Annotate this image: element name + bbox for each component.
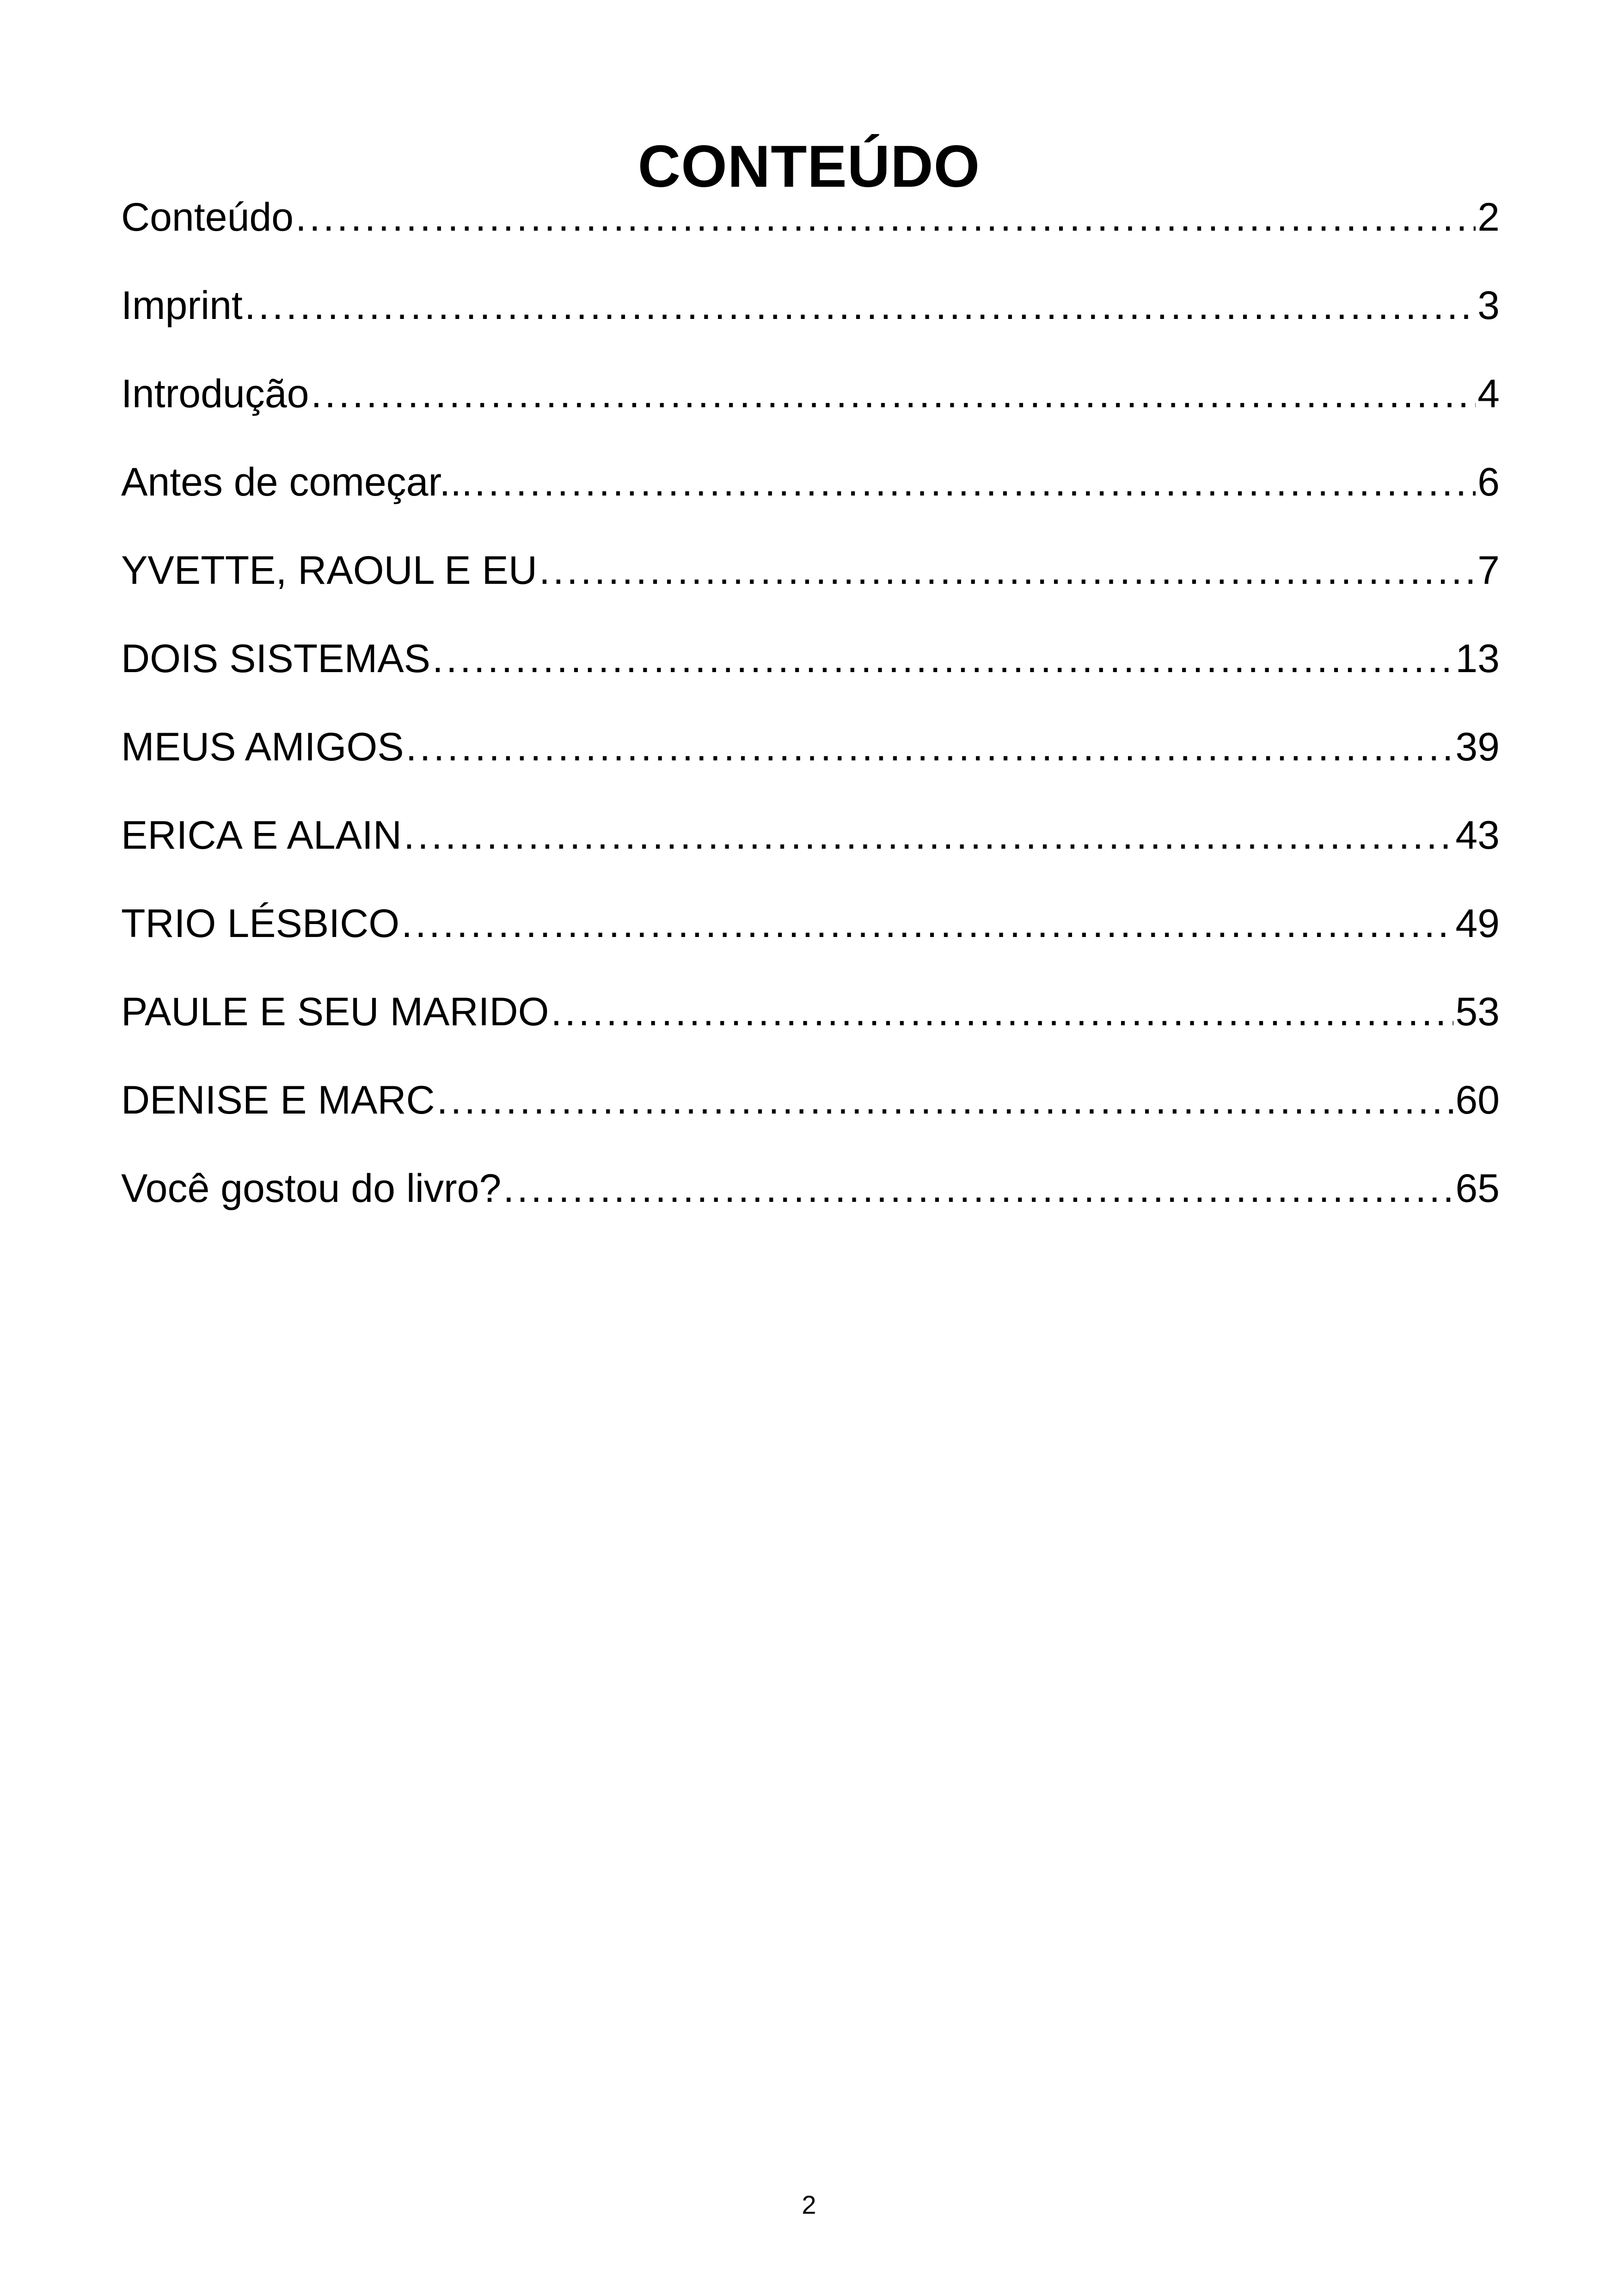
toc-entry[interactable] [121,538,1500,626]
toc-entry-label: TRIO LÉSBICO [121,901,400,946]
toc-dot-leader [437,1068,1454,1133]
toc-dot-leader [551,980,1454,1044]
toc-entry[interactable] [121,361,1500,450]
toc-entry[interactable] [121,450,1500,538]
toc-entry-label: Imprint [121,283,243,328]
toc-entry[interactable] [121,185,1500,273]
toc-dot-leader [406,715,1454,779]
toc-entry[interactable] [121,715,1500,803]
toc-entry-page: 65 [1455,1166,1500,1211]
toc-dot-leader [401,891,1453,956]
toc-entry-label: MEUS AMIGOS [121,725,404,769]
toc-entry-page: 43 [1455,813,1500,857]
toc-entry-page: 6 [1477,460,1500,504]
toc-dot-leader [432,626,1453,691]
toc-entry-page: 4 [1477,372,1500,416]
toc-entry-label: PAULE E SEU MARIDO [121,990,549,1034]
table-of-contents [121,185,1500,1244]
toc-entry[interactable] [121,626,1500,715]
toc-entry[interactable] [121,1068,1500,1156]
toc-entry-label: DOIS SISTEMAS [121,637,431,681]
toc-entry-label: ERICA E ALAIN [121,813,402,857]
toc-entry[interactable] [121,273,1500,361]
toc-entry-page: 49 [1455,901,1500,946]
toc-entry-page: 60 [1455,1078,1500,1122]
toc-dot-leader [311,361,1476,426]
toc-entry-label: DENISE E MARC [121,1078,435,1122]
toc-entry-page: 13 [1455,637,1500,681]
toc-entry[interactable] [121,980,1500,1068]
toc-entry[interactable] [121,803,1500,891]
page-title: CONTEÚDO [637,133,981,200]
toc-dot-leader [503,1156,1453,1221]
page-number: 2 [802,2190,816,2219]
toc-entry-label: Antes de começar... [121,460,473,504]
toc-entry-label: YVETTE, RAOUL E EU [121,548,538,593]
toc-entry-label: Conteúdo [121,195,294,239]
toc-entry[interactable] [121,891,1500,980]
toc-dot-leader [539,538,1476,603]
toc-entry-page: 2 [1477,195,1500,239]
toc-entry-page: 7 [1477,548,1500,593]
toc-dot-leader [295,185,1476,250]
toc-entry-label: Você gostou do livro? [121,1166,502,1211]
toc-entry-page: 3 [1477,283,1500,328]
toc-dot-leader [245,273,1476,338]
toc-entry-page: 39 [1455,725,1500,769]
toc-dot-leader [404,803,1453,868]
toc-dot-leader [474,450,1476,514]
toc-entry-page: 53 [1455,990,1500,1034]
toc-entry[interactable] [121,1156,1500,1244]
toc-entry-label: Introdução [121,372,309,416]
